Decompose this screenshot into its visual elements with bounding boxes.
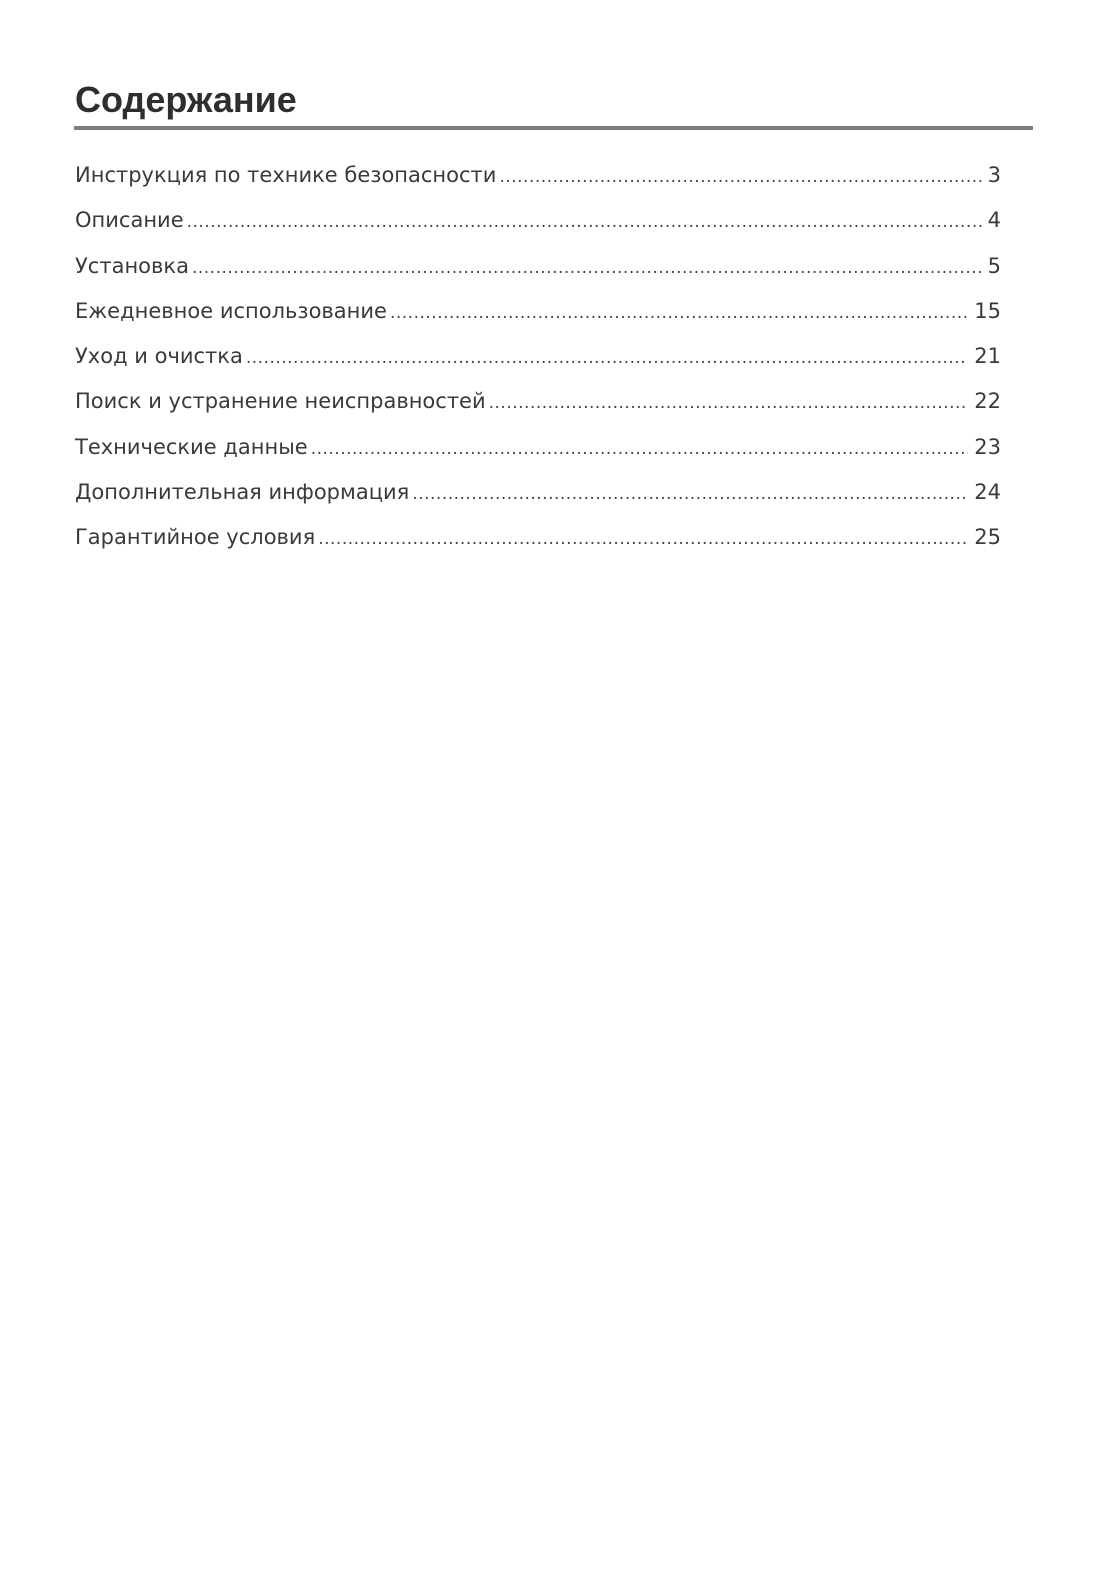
toc-entry-label: Инструкция по технике безопасности <box>75 163 497 187</box>
toc-entry[interactable] <box>75 379 1001 424</box>
toc-page-number: 23 <box>974 434 1001 459</box>
dot-leader <box>390 291 968 336</box>
dot-leader <box>489 381 969 426</box>
toc-entry-label: Описание <box>75 208 184 233</box>
toc-page-number: 5 <box>987 253 1001 278</box>
page-title: Содержание <box>75 79 297 120</box>
toc-page-number: 24 <box>974 480 1001 505</box>
dot-leader <box>311 427 969 472</box>
toc-page-number: 25 <box>974 525 1001 550</box>
toc-entry-label: Технические данные <box>75 434 308 459</box>
toc-entry-label: Установка <box>75 253 189 278</box>
toc-entry-label: Уход и очистка <box>75 344 243 369</box>
toc-entry[interactable] <box>75 515 1001 560</box>
dot-leader <box>192 246 982 291</box>
dot-leader <box>318 517 968 562</box>
toc-entry[interactable] <box>75 198 1001 243</box>
toc-page-number: 21 <box>974 344 1001 369</box>
toc-entry-label: Дополнительная информация <box>75 480 410 505</box>
dot-leader <box>246 336 968 381</box>
toc-page-number: 15 <box>974 298 1001 323</box>
toc-entry[interactable] <box>75 289 1001 334</box>
toc-entry[interactable] <box>75 153 1001 198</box>
toc-entry-label: Поиск и устранение неисправностей <box>75 389 486 414</box>
toc-entry[interactable] <box>75 244 1001 289</box>
dot-leader <box>187 200 982 245</box>
dot-leader <box>499 155 981 200</box>
toc-page-number: 3 <box>987 163 1001 187</box>
toc-page-number: 22 <box>974 389 1001 414</box>
toc-entry[interactable] <box>75 334 1001 379</box>
toc-entry-label: Гарантийное условия <box>75 525 316 550</box>
toc-page-number: 4 <box>987 208 1001 233</box>
toc-entry[interactable] <box>75 470 1001 515</box>
title-divider <box>74 126 1033 130</box>
dot-leader <box>412 472 968 517</box>
toc-entry[interactable] <box>75 425 1001 470</box>
toc-entry-label: Ежедневное использование <box>75 298 387 323</box>
table-of-contents <box>75 153 1001 561</box>
